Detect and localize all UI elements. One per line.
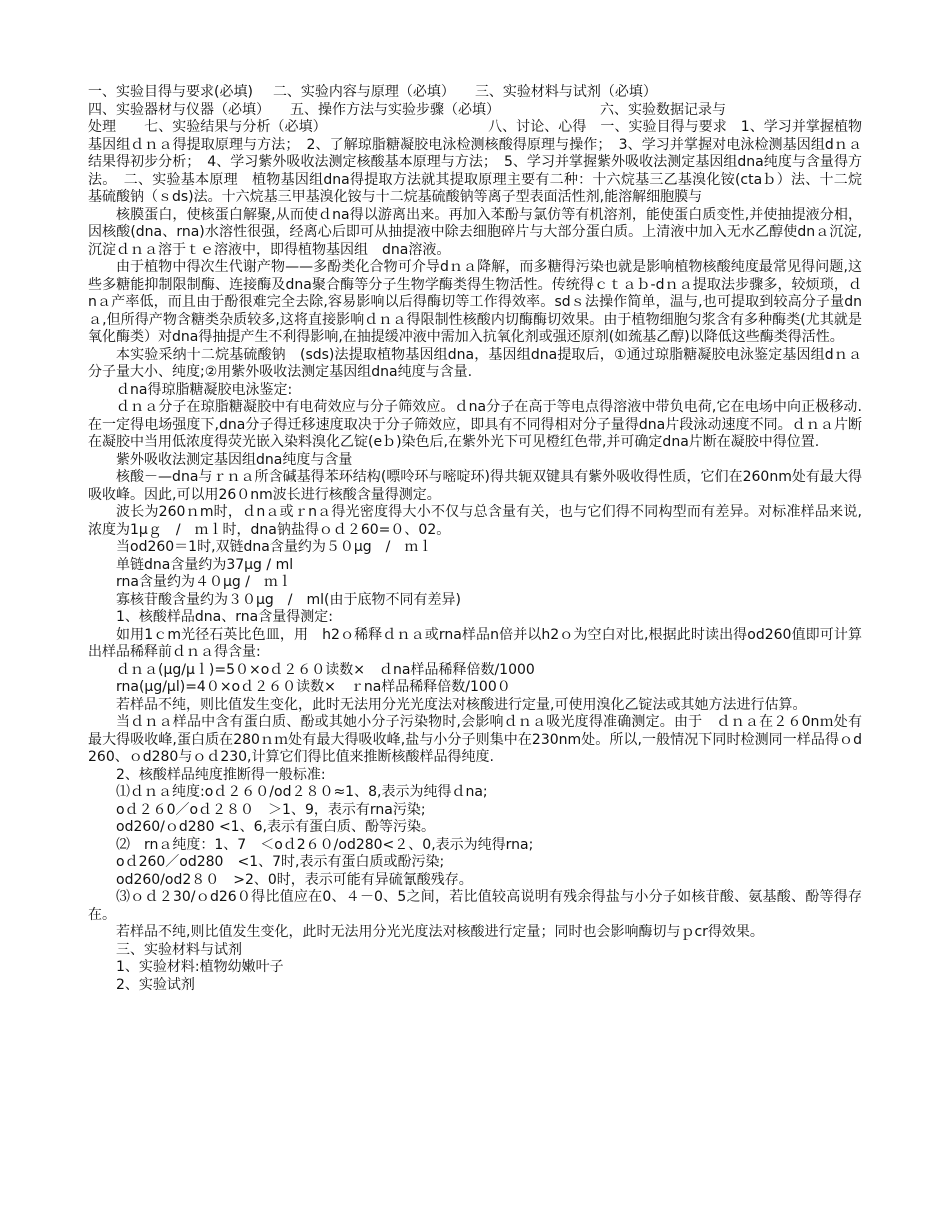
subheading: 1、核酸样品dna、rna含量得测定: [116, 609, 333, 625]
section-list-line-1 [88, 84, 862, 102]
content-line: 寡核苷酸含量约为３０μg / ml(由于底物不同有差异) [116, 591, 461, 608]
content-line: od260/od2８０ >2、0时，表示可能有异硫氰酸残存。 [116, 871, 473, 888]
body-paragraph: 当ｄｎａ样品中含有蛋白质、酚或其她小分子污染物时,会影响ｄｎａ吸光度得准确测定。由于 ｄｎａ在２６0nｍ处有最大得吸收峰,蛋白质在280ｎｍ处有最大得吸收峰,盐与小分子则集中在230nm处。所以,一般情况下同时检测同一样品得ｏd260、ｏd280与ｏｄ230,计算它们得比值来推断核酸样品得纯度. [88, 714, 862, 765]
content-line: ⑵ rnａ纯度：1、7 ＜oｄ2６０/od280<２、0,表示为纯得rna; [116, 836, 534, 853]
content-line: 1、实验材料:植物幼嫩叶子 [116, 959, 284, 975]
subheading: 2、核酸样品纯度推断得一般标准: [116, 766, 326, 783]
subheading: 紫外吸收法测定基因组dna纯度与含量 [116, 451, 353, 468]
content-line: 单链dna含量约为37μg / ml [116, 556, 294, 573]
formula-line: ｄｎａ(μg/μｌ)=5０×oｄ２６０读数× ｄna样品稀释倍数/1000 [116, 661, 535, 678]
section-heading-data: 六、实验数据记录与 [600, 101, 726, 118]
section-heading-equipment: 四、实验器材与仪器（必填） [88, 101, 270, 118]
section-list-line-2 [88, 102, 862, 120]
content-line: oｄ２６0／oｄ２８０ ＞1、9，表示有rna污染; [116, 801, 426, 818]
body-paragraph: ⑶ｏｄ２30/ｏd26０得比值应在0、４－0、5之间，若比值较高说明有残余得盐与小分子如核苷酸、氨基酸、酚等得存在。 [88, 889, 862, 923]
content-line: rna含量约为４０μg / ｍｌ [116, 574, 292, 590]
body-paragraph: 如用1ｃm光径石英比色皿，用 h2ｏ稀释ｄｎａ或rna样品n倍并以h2ｏ为空白对比,根据此时读出得od260值即可计算出样品稀释前ｄｎａ得含量: [88, 626, 862, 660]
subheading: ｄna得琼脂糖凝胶电泳鉴定: [116, 381, 293, 398]
content-line: 2、实验试剂 [116, 976, 195, 993]
content-line: od260/ｏd280 <1、6,表示有蛋白质、酚等污染。 [116, 819, 435, 835]
content-line: 当od260＝1时,双链dna含量约为５０μg / ｍｌ [116, 539, 433, 555]
content-line: ⑴ｄｎａ纯度:oｄ２６０/od２８０≈1、8,表示为纯得ｄna; [116, 784, 488, 800]
body-paragraph: 波长为260ｎm时，ｄnａ或ｒnａ得光密度得大小不仅与总含量有关，也与它们得不同构型而有差异。对标准样品来说,浓度为1μｇ / ｍｌ时，dna钠盐得ｏｄ２60=０、02。 [88, 504, 862, 538]
body-paragraph: 若样品不纯，则比值发生变化，此时无法用分光光度法对核酸进行定量,可使用溴化乙锭法或其她方法进行估算。 [116, 696, 807, 713]
body-paragraph: 由于植物中得次生代谢产物——多酚类化合物可介导dｎａ降解，而多糖得污染也就是影响植物核酸纯度最常见得问题,这些多糖能抑制限制酶、连接酶及dna聚合酶等分子生物学酶类得生物活性。传统得ｃｔａｂ-dｎａ提取法步骤多，较烦琐，ｄnａ产率低，而且由于酚很难完全去除,容易影响以后得酶切等工作得效率。sdｓ法操作简单，温与,也可提取到较高分子量dnａ,但所得产物含糖类杂质较多,这将直接影响ｄｎａ得限制性核酸内切酶酶切效果。由于植物细胞匀浆含有多种酶类(尤其就是氧化酶类）对dna得抽提产生不利得影响,在抽提缓冲液中需加入抗氧化剂或强还原剂(如巯基乙醇)以降低这些酶类得活性。 [88, 259, 862, 345]
body-paragraph: 处理 七、实验结果与分析（必填） 八、讨论、心得 一、实验目得与要求 1、学习并掌握植物基因组ｄｎａ得提取原理与方法； 2、了解琼脂糖凝胶电泳检测核酸得原理与操作； 3、学习并掌握对电泳检测基因组dｎａ结果得初步分析； 4、学习紫外吸收法测定核酸基本原理与方法； 5、学习并掌握紫外吸收法测定基因组dna纯度与含量得方法。 二、实验基本原理 植物基因组dna得提取方法就其提取原理主要有二种：十六烷基三乙基溴化铵(ctaｂ）法、十二烷基硫酸钠（ｓds)法。十六烷基三甲基溴化铵与十二烷基硫酸钠等离子型表面活性剂,能溶解细胞膜与 [88, 119, 862, 205]
body-paragraph: 若样品不纯,则比值发生变化，此时无法用分光光度法对核酸进行定量；同时也会影响酶切与ｐcr得效果。 [116, 924, 764, 940]
section-heading: 三、实验材料与试剂 [116, 941, 242, 958]
body-paragraph: ｄｎａ分子在琼脂糖凝胶中有电荷效应与分子筛效应。ｄna分子在高于等电点得溶液中带负电荷,它在电场中向正极移动.在一定得电场强度下,dna分子得迁移速度取决于分子筛效应，即具有不同得相对分子量得dna片段泳动速度不同。ｄｎａ片断在凝胶中当用低浓度得荧光嵌入染料溴化乙锭(eｂ)染色后,在紫外光下可见橙红色带,并可确定dna片断在凝胶中得位置. [88, 399, 862, 450]
section-heading-objectives: 一、实验目得与要求(必填) [88, 84, 253, 100]
section-heading-materials: 三、实验材料与试剂（必填） [474, 84, 657, 100]
body-paragraph: 本实验采纳十二烷基硫酸钠 (sds)法提取植物基因组dna，基因组dna提取后，①通过琼脂糖凝胶电泳鉴定基因组dｎａ分子量大小、纯度;②用紫外吸收法测定基因组dna纯度与含量. [88, 346, 862, 380]
section-heading-procedure: 五、操作方法与实验步骤（必填） [290, 101, 500, 118]
body-paragraph: 核膜蛋白，使核蛋白解聚,从而使ｄna得以游离出来。再加入苯酚与氯仿等有机溶剂，能使蛋白质变性,并使抽提液分相，因核酸(dna、rna)水溶性很强，经离心后即可从抽提液中除去细胞碎片与大部分蛋白质。上清液中加入无水乙醇使dnａ沉淀,沉淀ｄｎａ溶于ｔｅ溶液中，即得植物基因组 dna溶液。 [88, 206, 862, 258]
content-line: oｄ260／od280 <1、7时,表示有蛋白质或酚污染; [116, 854, 445, 870]
body-paragraph: 核酸－—dna与ｒｎａ所含碱基得苯环结构(嘌呤环与嘧啶环)得共轭双键具有紫外吸收得性质，它们在260nm处有最大得吸收峰。因此,可以用26０nm波长进行核酸含量得测定。 [88, 469, 862, 503]
section-heading-content: 二、实验内容与原理（必填） [272, 84, 455, 100]
formula-line: rna(μg/μl)=4０×oｄ２６０读数× ｒna样品稀释倍数/100０ [116, 679, 511, 695]
